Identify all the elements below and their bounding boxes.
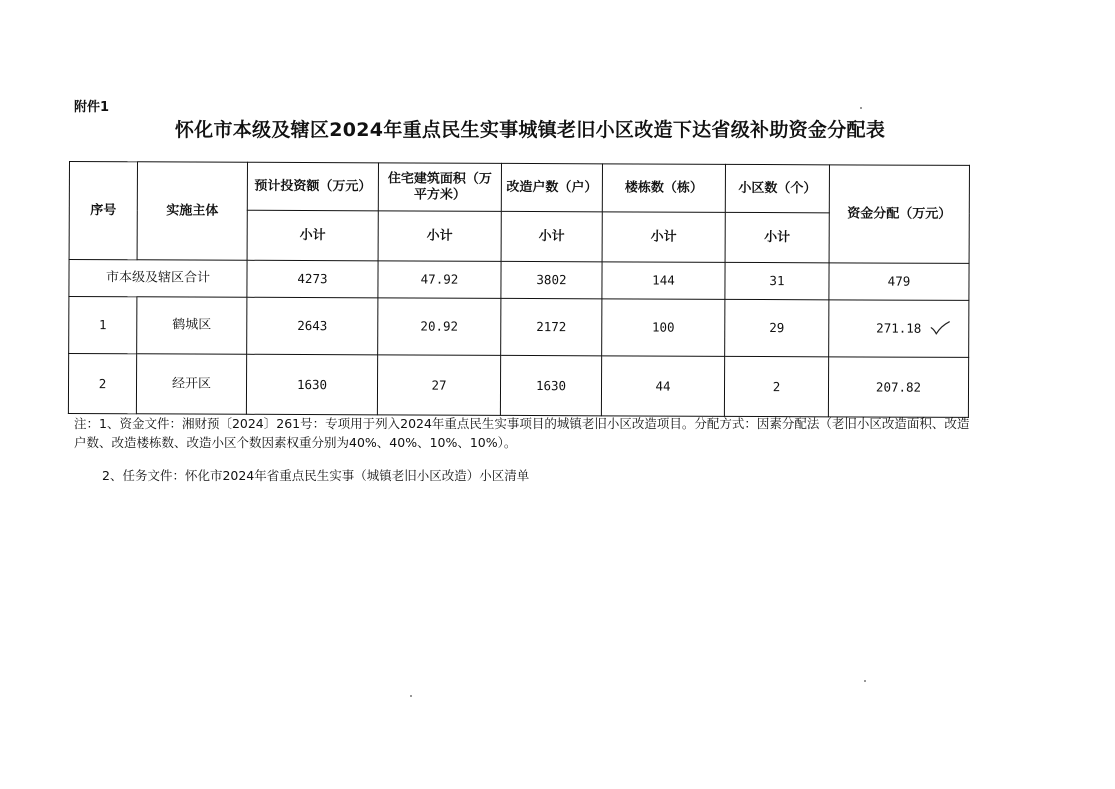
row-funding: 271.18: [876, 320, 922, 336]
funding-allocation-table: [68, 161, 970, 418]
document-title: 怀化市本级及辖区2024年重点民生实事城镇老旧小区改造下达省级补助资金分配表: [174, 119, 886, 141]
row-index: 1: [69, 297, 137, 354]
total-households: 3802: [501, 261, 602, 298]
row-area: 27: [377, 355, 500, 416]
row-communities: 2: [724, 356, 828, 416]
row-index: 2: [68, 354, 136, 414]
header-households: 改造户数（户）: [501, 163, 602, 211]
checkmark-icon: [930, 321, 950, 335]
total-communities: 31: [725, 262, 829, 299]
total-label: 市本级及辖区合计: [69, 260, 247, 298]
row-funding-cell: [829, 300, 969, 358]
header-index: 序号: [69, 162, 137, 260]
table-row: [69, 297, 969, 358]
subtotal-area: 小计: [378, 211, 501, 262]
row-area: 20.92: [378, 298, 501, 356]
row-communities: 29: [725, 299, 829, 356]
row-entity: 经开区: [136, 354, 246, 414]
row-investment: 2643: [247, 297, 378, 355]
row-buildings: 100: [602, 299, 725, 357]
scan-speck: [410, 695, 412, 697]
attachment-label: 附件1: [74, 100, 110, 115]
subtotal-households: 小计: [501, 211, 602, 261]
note-task-document: 2、任务文件：怀化市2024年省重点民生实事（城镇老旧小区改造）小区清单: [102, 468, 530, 483]
subtotal-investment: 小计: [247, 210, 378, 261]
total-buildings: 144: [602, 262, 725, 300]
scan-speck: [864, 680, 866, 682]
table-row: [68, 354, 968, 418]
row-households: 2172: [501, 298, 602, 355]
scan-speck: [860, 107, 862, 109]
row-households: 1630: [500, 355, 601, 415]
header-buildings: 楼栋数（栋）: [602, 164, 725, 213]
header-row: [69, 162, 969, 214]
row-entity: 鹤城区: [137, 297, 247, 354]
total-funding: 479: [829, 263, 969, 301]
row-buildings: 44: [601, 356, 724, 417]
total-row: [69, 260, 969, 301]
row-funding: 207.82: [828, 357, 968, 418]
header-area: 住宅建筑面积（万平方米）: [378, 163, 501, 212]
total-investment: 4273: [247, 260, 378, 298]
total-area: 47.92: [378, 261, 501, 299]
header-funding: 资金分配（万元）: [829, 165, 969, 264]
header-investment: 预计投资额（万元）: [247, 162, 378, 211]
subtotal-buildings: 小计: [602, 212, 725, 263]
header-communities: 小区数（个）: [725, 164, 829, 212]
note-funding-document: 注：1、资金文件：湘财预〔2024〕261号：专项用于列入2024年重点民生实事项目的城镇老旧小区改造项目。分配方式：因素分配法（老旧小区改造面积、改造户数、改造楼栋数、改造小区个数因素权重分别为40%、40%、10%、10%）。: [74, 416, 970, 450]
row-investment: 1630: [246, 354, 377, 415]
subtotal-communities: 小计: [725, 212, 829, 262]
header-entity: 实施主体: [137, 162, 247, 260]
